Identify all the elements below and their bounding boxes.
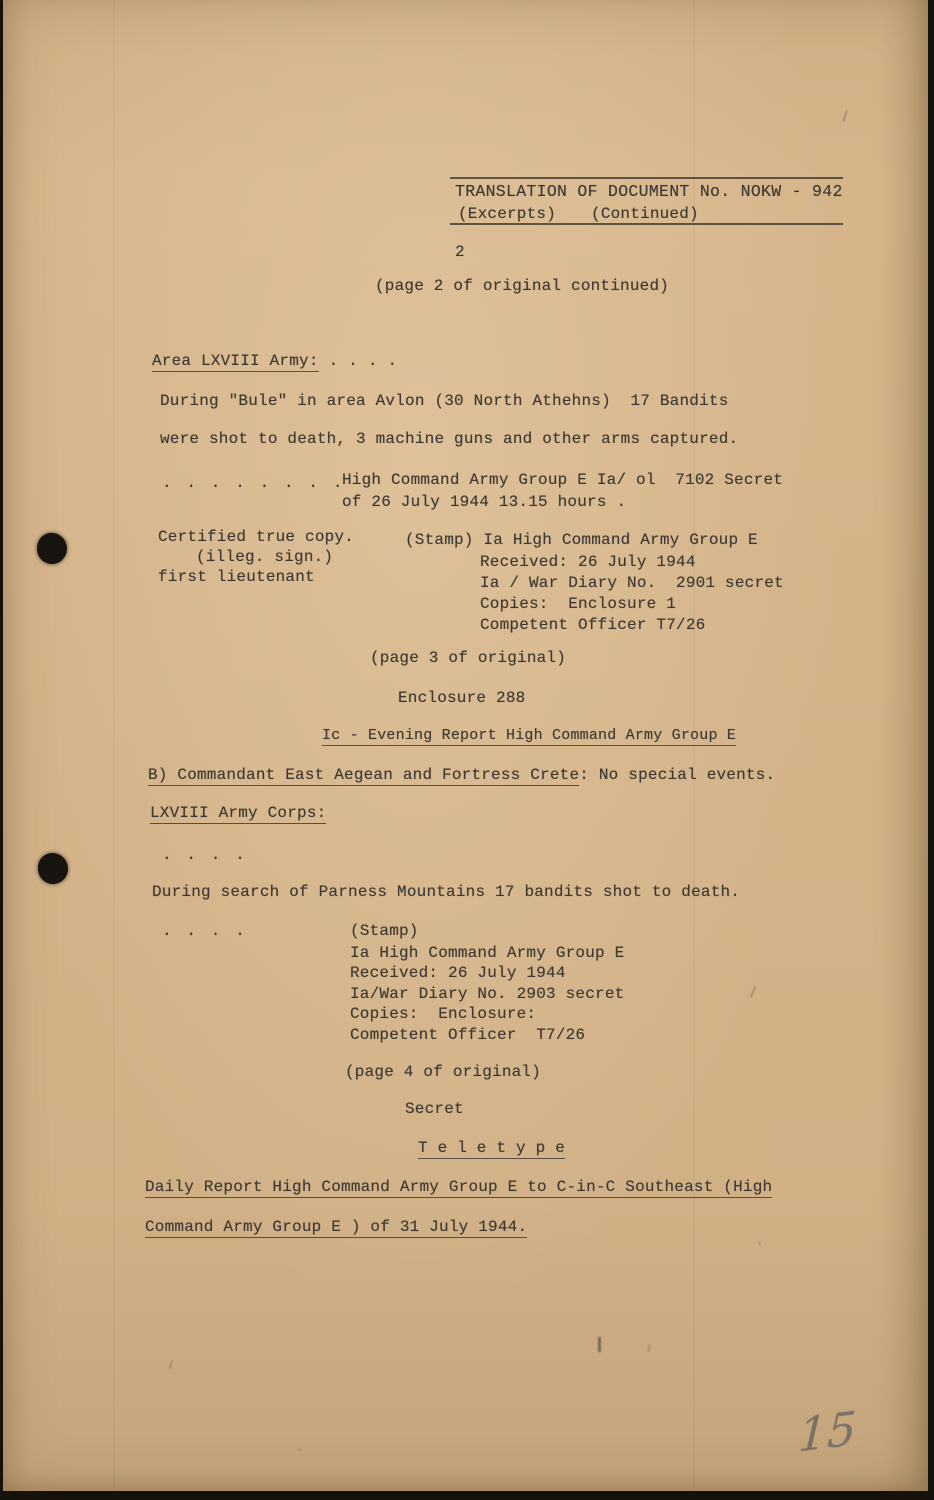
area-body-line1: During "Bule" in area Avlon (30 North Athehns) 17 Bandits xyxy=(160,392,729,410)
area-body-line2: were shot to death, 3 machine guns and other arms captured. xyxy=(160,430,739,448)
stamp2-line5: Copies: Enclosure: xyxy=(350,1005,537,1023)
teletype-heading xyxy=(418,1139,565,1157)
stamp1-line4: Copies: Enclosure 1 xyxy=(480,595,677,613)
secret-label: Secret xyxy=(405,1100,464,1118)
stamp1-line2: Received: 26 July 1944 xyxy=(480,553,696,571)
teletype-heading-text: T e l e t y p e xyxy=(418,1139,566,1157)
stamp1-line5: Competent Officer T7/26 xyxy=(480,616,706,634)
daily-report-line2-text: Command Army Group E ) of 31 July 1944. xyxy=(145,1218,528,1236)
area-army-heading xyxy=(152,352,397,370)
page3-note: (page 3 of original) xyxy=(370,649,567,667)
excerpts-label: (Excerpts) xyxy=(458,205,557,223)
ellipsis-dots: . . . . . . . . xyxy=(162,474,346,492)
stamp2-line3: Received: 26 July 1944 xyxy=(350,964,566,982)
heading-dots: . . . . xyxy=(328,352,398,370)
ink-speck xyxy=(598,1337,601,1352)
page4-note: (page 4 of original) xyxy=(345,1063,542,1081)
ellipsis-dots: . . . . xyxy=(162,922,248,940)
certified-copy-line: Certified true copy. xyxy=(158,528,355,546)
corps-heading xyxy=(150,804,326,822)
evening-report-heading xyxy=(322,727,736,744)
search-line: During search of Parness Mountains 17 bandits shot to death. xyxy=(152,883,741,901)
evening-report-heading-text: Ic - Evening Report High Command Army Group E xyxy=(322,727,737,744)
enclosure-heading: Enclosure 288 xyxy=(398,689,526,707)
stamp2-line4: Ia/War Diary No. 2903 secret xyxy=(350,985,625,1003)
daily-report-line2 xyxy=(145,1218,527,1236)
header-top-rule xyxy=(450,177,843,179)
ink-speck xyxy=(758,1242,761,1245)
illegible-signature-line: (illeg. sign.) xyxy=(196,548,334,566)
daily-report-line1-text: Daily Report High Command Army Group E to C-in-C Southeast (High xyxy=(145,1178,773,1196)
continued-label: (Continued) xyxy=(591,205,699,223)
corps-heading-text: LXVIII Army Corps: xyxy=(150,804,327,822)
stamp1-line3: Ia / War Diary No. 2901 secret xyxy=(480,574,784,592)
daily-report-line1 xyxy=(145,1178,772,1196)
item-b-rest: : No special events. xyxy=(579,766,776,784)
reference-line2: of 26 July 1944 13.15 hours . xyxy=(342,493,627,511)
typed-page-number: 2 xyxy=(455,243,465,261)
stamp1-line1: (Stamp) Ia High Command Army Group E xyxy=(405,531,758,549)
document-title: TRANSLATION OF DOCUMENT No. NOKW - 942 xyxy=(455,182,843,201)
page2-note: (page 2 of original continued) xyxy=(375,277,670,295)
stamp2-line2: Ia High Command Army Group E xyxy=(350,944,625,962)
first-lieutenant-line: first lieutenant xyxy=(158,568,315,586)
area-army-heading-text: Area LXVIII Army: xyxy=(152,352,319,370)
header-bottom-rule xyxy=(450,223,843,225)
paper-crease xyxy=(113,0,115,1491)
reference-line1: High Command Army Group E Ia/ ol 7102 Secret xyxy=(342,471,784,489)
handwritten-page-number: 15 xyxy=(796,1401,858,1463)
header-subtitle-row xyxy=(458,205,699,223)
ink-speck xyxy=(298,1448,301,1451)
item-b-line xyxy=(148,766,775,784)
stamp2-line6: Competent Officer T7/26 xyxy=(350,1026,586,1044)
item-b-underlined: B) Commandant East Aegean and Fortress Crete xyxy=(148,766,580,784)
stamp2-line1: (Stamp) xyxy=(350,922,419,940)
ellipsis-dots: . . . . xyxy=(162,846,248,864)
